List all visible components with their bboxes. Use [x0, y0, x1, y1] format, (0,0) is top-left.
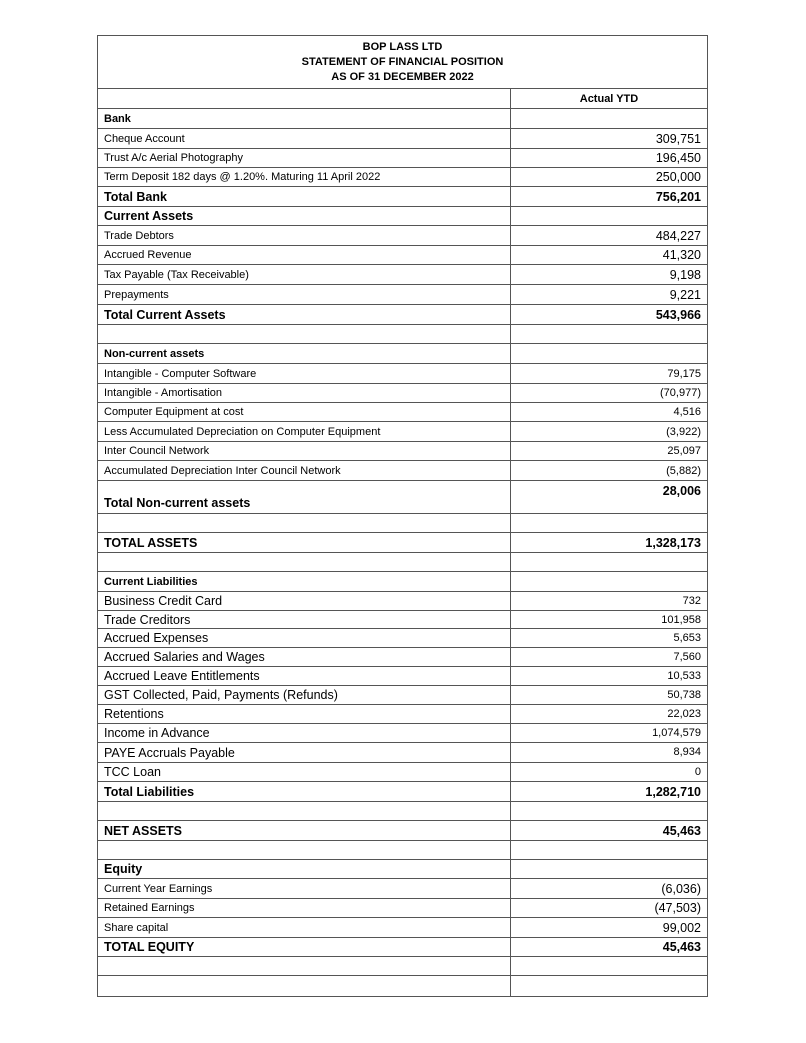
row-label: Trade Debtors [98, 226, 511, 246]
row-label: Retained Earnings [98, 899, 511, 918]
total-row [98, 533, 708, 553]
line-item-row [98, 592, 708, 611]
row-value [511, 325, 708, 344]
line-item-row [98, 384, 708, 403]
line-item-row [98, 168, 708, 187]
line-item-row [98, 129, 708, 149]
total-row [98, 481, 708, 514]
row-value: 756,201 [511, 187, 708, 207]
row-label: Share capital [98, 918, 511, 938]
section-header-row [98, 207, 708, 226]
row-value: 0 [511, 763, 708, 782]
row-value: 4,516 [511, 403, 708, 422]
row-label: Income in Advance [98, 724, 511, 743]
row-value: 41,320 [511, 246, 708, 265]
line-item-row [98, 442, 708, 461]
statement-title-block [97, 35, 708, 88]
line-item-row [98, 246, 708, 265]
total-row [98, 187, 708, 207]
row-value: 45,463 [511, 821, 708, 841]
row-label: Intangible - Computer Software [98, 364, 511, 384]
row-label: Accrued Expenses [98, 629, 511, 648]
row-value: 9,198 [511, 265, 708, 285]
row-label [98, 553, 511, 572]
row-value: (3,922) [511, 422, 708, 442]
company-name: BOP LASS LTD [362, 41, 443, 53]
row-label [98, 802, 511, 821]
row-label: Prepayments [98, 285, 511, 305]
row-label [98, 976, 511, 997]
row-value: 9,221 [511, 285, 708, 305]
row-value: 5,653 [511, 629, 708, 648]
line-item-row [98, 285, 708, 305]
row-label [98, 514, 511, 533]
line-item-row [98, 461, 708, 481]
row-value [511, 207, 708, 226]
row-label: Accrued Leave Entitlements [98, 667, 511, 686]
line-item-row [98, 918, 708, 938]
blank-row [98, 802, 708, 821]
line-item-row [98, 226, 708, 246]
row-value: 484,227 [511, 226, 708, 246]
row-value: 50,738 [511, 686, 708, 705]
row-value: 101,958 [511, 611, 708, 629]
section-header-row [98, 572, 708, 592]
line-item-row [98, 763, 708, 782]
row-label [98, 89, 511, 109]
row-label: Current Assets [98, 207, 511, 226]
row-value: 99,002 [511, 918, 708, 938]
row-value: 1,328,173 [511, 533, 708, 553]
row-value: 543,966 [511, 305, 708, 325]
row-value [511, 553, 708, 572]
row-value: 1,282,710 [511, 782, 708, 802]
row-label: PAYE Accruals Payable [98, 743, 511, 763]
statement-date: AS OF 31 DECEMBER 2022 [331, 71, 474, 83]
row-label: Tax Payable (Tax Receivable) [98, 265, 511, 285]
row-value [511, 109, 708, 129]
row-label: Accrued Salaries and Wages [98, 648, 511, 667]
row-label: Computer Equipment at cost [98, 403, 511, 422]
statement-table [97, 88, 708, 997]
line-item-row [98, 879, 708, 899]
section-header-row [98, 109, 708, 129]
blank-row [98, 841, 708, 860]
row-label: Cheque Account [98, 129, 511, 149]
row-value: 8,934 [511, 743, 708, 763]
row-value: 7,560 [511, 648, 708, 667]
row-label: Total Current Assets [98, 305, 511, 325]
row-value: 309,751 [511, 129, 708, 149]
row-label [98, 841, 511, 860]
row-label: Business Credit Card [98, 592, 511, 611]
section-header-row [98, 344, 708, 364]
line-item-row [98, 667, 708, 686]
row-value [511, 976, 708, 997]
row-label: Total Bank [98, 187, 511, 207]
row-value: (5,882) [511, 461, 708, 481]
total-row [98, 938, 708, 957]
row-label: Accrued Revenue [98, 246, 511, 265]
row-label: Total Liabilities [98, 782, 511, 802]
financial-statement [97, 35, 708, 997]
row-label: Inter Council Network [98, 442, 511, 461]
row-label: TCC Loan [98, 763, 511, 782]
row-value: 22,023 [511, 705, 708, 724]
row-label: Accumulated Depreciation Inter Council Network [98, 461, 511, 481]
statement-name: STATEMENT OF FINANCIAL POSITION [301, 56, 504, 68]
row-label: TOTAL EQUITY [98, 938, 511, 957]
row-value [511, 860, 708, 879]
row-label: Intangible - Amortisation [98, 384, 511, 403]
line-item-row [98, 705, 708, 724]
blank-row [98, 957, 708, 976]
row-label: Current Liabilities [98, 572, 511, 592]
row-value [511, 344, 708, 364]
row-label: Term Deposit 182 days @ 1.20%. Maturing 11 April 2022 [98, 168, 511, 187]
row-label: NET ASSETS [98, 821, 511, 841]
line-item-row [98, 686, 708, 705]
row-label: Bank [98, 109, 511, 129]
row-label: Trade Creditors [98, 611, 511, 629]
total-row [98, 305, 708, 325]
row-value [511, 841, 708, 860]
column-header: Actual YTD [511, 89, 708, 109]
row-label: Less Accumulated Depreciation on Computer Equipment [98, 422, 511, 442]
line-item-row [98, 629, 708, 648]
row-label: Current Year Earnings [98, 879, 511, 899]
line-item-row [98, 403, 708, 422]
row-value: 28,006 [511, 481, 708, 514]
row-label: Equity [98, 860, 511, 879]
line-item-row [98, 743, 708, 763]
line-item-row [98, 364, 708, 384]
row-value: (47,503) [511, 899, 708, 918]
row-value: 1,074,579 [511, 724, 708, 743]
row-label: Total Non-current assets [98, 481, 511, 514]
line-item-row [98, 648, 708, 667]
row-value: 732 [511, 592, 708, 611]
row-value [511, 957, 708, 976]
row-label: GST Collected, Paid, Payments (Refunds) [98, 686, 511, 705]
row-value: (70,977) [511, 384, 708, 403]
row-label: Trust A/c Aerial Photography [98, 149, 511, 168]
row-value: 45,463 [511, 938, 708, 957]
row-value: 196,450 [511, 149, 708, 168]
row-value: 79,175 [511, 364, 708, 384]
section-header-row [98, 860, 708, 879]
row-label: Non-current assets [98, 344, 511, 364]
row-value: 10,533 [511, 667, 708, 686]
row-label: TOTAL ASSETS [98, 533, 511, 553]
line-item-row [98, 899, 708, 918]
total-row [98, 782, 708, 802]
line-item-row [98, 724, 708, 743]
total-row [98, 821, 708, 841]
row-value: 250,000 [511, 168, 708, 187]
blank-row [98, 976, 708, 997]
line-item-row [98, 422, 708, 442]
line-item-row [98, 89, 708, 109]
blank-row [98, 514, 708, 533]
row-value [511, 572, 708, 592]
row-value [511, 802, 708, 821]
row-value: (6,036) [511, 879, 708, 899]
line-item-row [98, 611, 708, 629]
blank-row [98, 553, 708, 572]
blank-row [98, 325, 708, 344]
row-label [98, 325, 511, 344]
row-label [98, 957, 511, 976]
row-value: 25,097 [511, 442, 708, 461]
line-item-row [98, 149, 708, 168]
row-value [511, 514, 708, 533]
line-item-row [98, 265, 708, 285]
row-label: Retentions [98, 705, 511, 724]
